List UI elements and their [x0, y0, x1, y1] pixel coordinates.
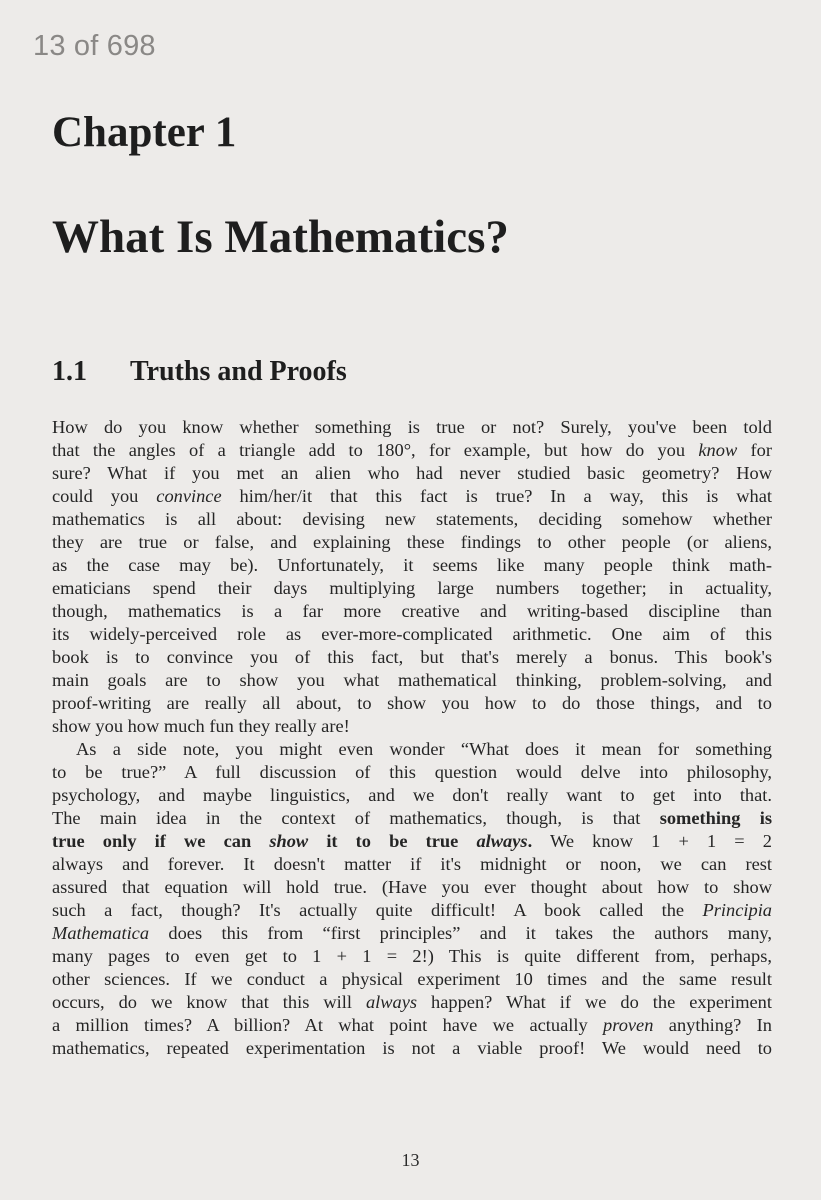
- text-run: proof-writing are really all about, to show you how to do those things, and to: [52, 693, 772, 713]
- text-line: [52, 439, 772, 462]
- text-run: does this from “first principles” and it takes the authors many,: [149, 923, 772, 943]
- text-line: [52, 807, 772, 830]
- text-run: mathematics, repeated experimentation is not a viable proof! We would need to: [52, 1038, 772, 1058]
- text-run: could you: [52, 486, 157, 506]
- bold-emphasis: always: [476, 831, 528, 851]
- text-run: psychology, and maybe linguistics, and we don't really want to get into that.: [52, 785, 772, 805]
- text-line: [52, 462, 772, 485]
- paragraph: [52, 416, 772, 738]
- text-line: [52, 669, 772, 692]
- text-line: [52, 646, 772, 669]
- bold-text: [476, 831, 527, 851]
- text-line: [52, 508, 772, 531]
- emphasis: always: [365, 992, 418, 1012]
- section-heading: [52, 356, 347, 388]
- text-line: [52, 899, 772, 922]
- text-line: [52, 1014, 772, 1037]
- text-run: happen? What if we do the experiment: [417, 992, 772, 1012]
- text-run: other sciences. If we conduct a physical experiment 10 times and the same result: [52, 969, 772, 989]
- text-line: [52, 830, 772, 853]
- section-number: 1.1: [52, 356, 87, 387]
- text-run: How do you know whether something is true or not? Surely, you've been told: [52, 417, 772, 437]
- text-line: [52, 968, 772, 991]
- emphasis: know: [698, 440, 738, 460]
- text-line: [52, 715, 772, 738]
- bold-text: true only if we can: [52, 831, 270, 851]
- emphasis: Principia: [702, 900, 772, 920]
- text-run: its widely-perceived role as ever-more-complicated arithmetic. One aim of this: [52, 624, 772, 644]
- text-run: as the case may be). Unfortunately, it seems like many people think math-: [52, 555, 772, 575]
- text-run: many pages to even get to 1 + 1 = 2!) This is quite different from, perhaps,: [52, 946, 772, 966]
- text-run: We know 1 + 1 = 2: [532, 831, 772, 851]
- bold-text: [269, 831, 308, 851]
- bold-text: .: [527, 831, 533, 851]
- text-line: [52, 738, 772, 761]
- emphasis: convince: [156, 486, 222, 506]
- text-run: sure? What if you met an alien who had never studied basic geometry? How: [52, 463, 772, 483]
- chapter-label: Chapter 1: [52, 109, 237, 156]
- text-line: [52, 784, 772, 807]
- text-line: [52, 600, 772, 623]
- text-run: him/her/it that this fact is true? In a way, this is what: [221, 486, 772, 506]
- text-run: to be true?” A full discussion of this question would delve into philosophy,: [52, 762, 772, 782]
- text-run: they are true or false, and explaining these findings to other people (or aliens,: [52, 532, 772, 552]
- body-text: [52, 416, 772, 1060]
- page-counter: 13 of 698: [33, 30, 156, 62]
- text-line: [52, 1037, 772, 1060]
- text-line: [52, 991, 772, 1014]
- text-run: though, mathematics is a far more creative and writing-based discipline than: [52, 601, 772, 621]
- page-number: 13: [401, 1150, 420, 1170]
- text-line: [52, 554, 772, 577]
- text-line: [52, 623, 772, 646]
- bold-text: it to be true: [308, 831, 477, 851]
- text-line: [52, 485, 772, 508]
- text-run: show you how much fun they really are!: [52, 716, 350, 736]
- text-run: always and forever. It doesn't matter if it's midnight or noon, we can rest: [52, 854, 772, 874]
- text-run: a million times? A billion? At what point have we actually: [52, 1015, 604, 1035]
- text-line: [52, 876, 772, 899]
- text-run: for: [737, 440, 772, 460]
- text-run: mathematics is all about: devising new statements, deciding somehow whether: [52, 509, 772, 529]
- text-line: [52, 761, 772, 784]
- bold-text: something is: [659, 808, 772, 828]
- text-line: [52, 922, 772, 945]
- text-run: assured that equation will hold true. (Have you ever thought about how to show: [52, 877, 772, 897]
- section-title: Truths and Proofs: [130, 356, 347, 387]
- text-run: anything? In: [653, 1015, 772, 1035]
- chapter-title: What Is Mathematics?: [52, 211, 509, 263]
- text-run: main goals are to show you what mathematical thinking, problem-solving, and: [52, 670, 772, 690]
- text-line: [52, 577, 772, 600]
- text-run: that the angles of a triangle add to 180°, for example, but how do you: [52, 440, 699, 460]
- text-line: [52, 853, 772, 876]
- text-run: book is to convince you of this fact, but that's merely a bonus. This book's: [52, 647, 772, 667]
- emphasis: proven: [603, 1015, 654, 1035]
- text-run: The main idea in the context of mathematics, though, is that: [52, 808, 660, 828]
- text-line: [52, 945, 772, 968]
- text-line: [52, 692, 772, 715]
- text-line: [52, 531, 772, 554]
- text-line: [52, 416, 772, 439]
- paragraph: [52, 738, 772, 1060]
- text-run: occurs, do we know that this will: [52, 992, 366, 1012]
- emphasis: Mathematica: [52, 923, 150, 943]
- text-run: As a side note, you might even wonder “What does it mean for something: [76, 739, 772, 759]
- text-run: ematicians spend their days multiplying large numbers together; in actuality,: [52, 578, 772, 598]
- bold-emphasis: show: [269, 831, 309, 851]
- text-run: such a fact, though? It's actually quite difficult! A book called the: [52, 900, 703, 920]
